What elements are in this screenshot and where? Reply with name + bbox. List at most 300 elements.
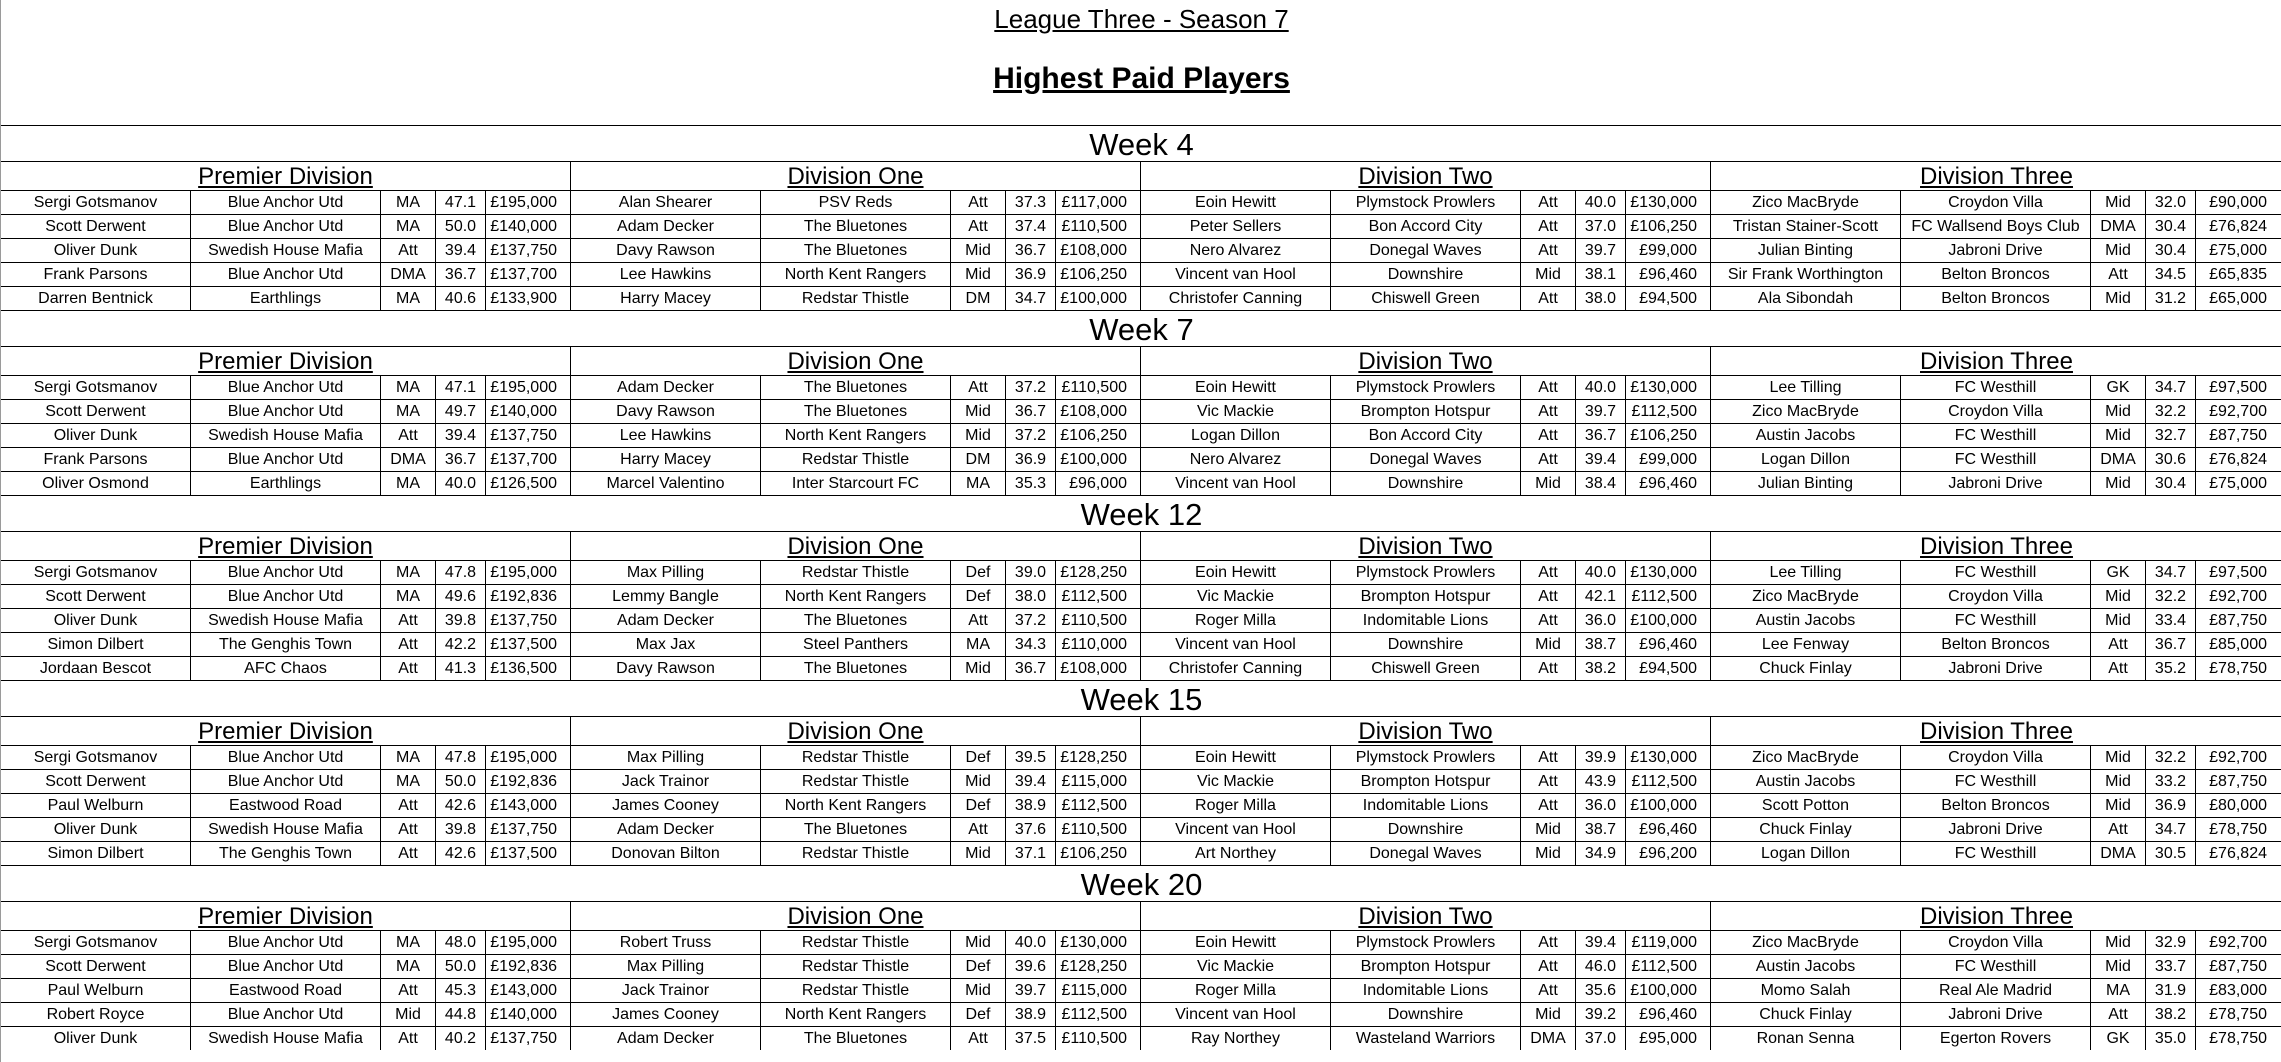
wage-cell[interactable]: £96,460: [1639, 821, 1697, 838]
position-cell[interactable]: Att: [2091, 1003, 2146, 1026]
player-name-cell[interactable]: Zico MacBryde: [1711, 931, 1901, 954]
position-cell[interactable]: Att: [951, 1027, 1006, 1050]
wage-cell[interactable]: £195,000: [490, 379, 557, 396]
rating-cell[interactable]: 37.5: [1006, 1027, 1056, 1050]
rating-cell[interactable]: 37.2: [1006, 609, 1056, 632]
position-cell[interactable]: Mid: [951, 263, 1006, 286]
position-cell[interactable]: MA: [381, 931, 436, 954]
position-cell[interactable]: Mid: [951, 842, 1006, 865]
rating-cell[interactable]: 38.1: [1576, 263, 1626, 286]
player-name-cell[interactable]: Scott Potton: [1711, 794, 1901, 817]
position-cell[interactable]: Att: [951, 191, 1006, 214]
player-name-cell[interactable]: Vincent van Hool: [1141, 472, 1331, 495]
team-cell[interactable]: Redstar Thistle: [761, 842, 951, 865]
rating-cell[interactable]: 37.3: [1006, 191, 1056, 214]
team-cell[interactable]: Real Ale Madrid: [1901, 979, 2091, 1002]
position-cell[interactable]: Att: [1521, 585, 1576, 608]
position-cell[interactable]: Mid: [951, 657, 1006, 680]
rating-cell[interactable]: 36.7: [436, 263, 486, 286]
player-name-cell[interactable]: Donovan Bilton: [571, 842, 761, 865]
rating-cell[interactable]: 36.0: [1576, 794, 1626, 817]
team-cell[interactable]: Croydon Villa: [1901, 931, 2091, 954]
team-cell[interactable]: Brompton Hotspur: [1331, 770, 1521, 793]
player-name-cell[interactable]: Simon Dilbert: [1, 633, 191, 656]
rating-cell[interactable]: 36.7: [1006, 239, 1056, 262]
player-name-cell[interactable]: Lee Fenway: [1711, 633, 1901, 656]
rating-cell[interactable]: 30.4: [2146, 472, 2196, 495]
wage-cell[interactable]: £137,700: [490, 266, 557, 283]
player-name-cell[interactable]: Eoin Hewitt: [1141, 191, 1331, 214]
wage-cell[interactable]: £136,500: [490, 660, 557, 677]
position-cell[interactable]: Att: [1521, 424, 1576, 447]
team-cell[interactable]: FC Westhill: [1901, 448, 2091, 471]
position-cell[interactable]: Att: [951, 215, 1006, 238]
player-name-cell[interactable]: Sergi Gotsmanov: [1, 746, 191, 769]
team-cell[interactable]: Indomitable Lions: [1331, 979, 1521, 1002]
position-cell[interactable]: Att: [381, 633, 436, 656]
player-name-cell[interactable]: Max Pilling: [571, 746, 761, 769]
rating-cell[interactable]: 38.2: [1576, 657, 1626, 680]
player-name-cell[interactable]: Vincent van Hool: [1141, 1003, 1331, 1026]
wage-cell[interactable]: £112,500: [1631, 588, 1697, 605]
rating-cell[interactable]: 36.7: [1576, 424, 1626, 447]
wage-cell[interactable]: £112,500: [1061, 1006, 1127, 1023]
position-cell[interactable]: Def: [951, 746, 1006, 769]
player-name-cell[interactable]: Sergi Gotsmanov: [1, 931, 191, 954]
player-name-cell[interactable]: Ala Sibondah: [1711, 287, 1901, 310]
team-cell[interactable]: Indomitable Lions: [1331, 609, 1521, 632]
player-name-cell[interactable]: Harry Macey: [571, 448, 761, 471]
rating-cell[interactable]: 37.0: [1576, 215, 1626, 238]
wage-cell[interactable]: £78,750: [2209, 1006, 2267, 1023]
position-cell[interactable]: MA: [2091, 979, 2146, 1002]
rating-cell[interactable]: 37.2: [1006, 376, 1056, 399]
team-cell[interactable]: Redstar Thistle: [761, 955, 951, 978]
wage-cell[interactable]: £99,000: [1639, 451, 1697, 468]
position-cell[interactable]: Mid: [2091, 746, 2146, 769]
rating-cell[interactable]: 40.6: [436, 287, 486, 310]
player-name-cell[interactable]: Lee Tilling: [1711, 376, 1901, 399]
player-name-cell[interactable]: Eoin Hewitt: [1141, 376, 1331, 399]
wage-cell[interactable]: £106,250: [1630, 218, 1697, 235]
player-name-cell[interactable]: Scott Derwent: [1, 400, 191, 423]
player-name-cell[interactable]: Tristan Stainer-Scott: [1711, 215, 1901, 238]
wage-cell[interactable]: £137,700: [490, 451, 557, 468]
wage-cell[interactable]: £87,750: [2209, 958, 2267, 975]
position-cell[interactable]: Att: [1521, 400, 1576, 423]
team-cell[interactable]: Donegal Waves: [1331, 842, 1521, 865]
rating-cell[interactable]: 39.6: [1006, 955, 1056, 978]
wage-cell[interactable]: £112,500: [1631, 958, 1697, 975]
team-cell[interactable]: Jabroni Drive: [1901, 239, 2091, 262]
wage-cell[interactable]: £137,750: [490, 821, 557, 838]
player-name-cell[interactable]: Austin Jacobs: [1711, 955, 1901, 978]
player-name-cell[interactable]: Roger Milla: [1141, 979, 1331, 1002]
rating-cell[interactable]: 35.0: [2146, 1027, 2196, 1050]
rating-cell[interactable]: 37.6: [1006, 818, 1056, 841]
rating-cell[interactable]: 39.2: [1576, 1003, 1626, 1026]
player-name-cell[interactable]: Chuck Finlay: [1711, 657, 1901, 680]
player-name-cell[interactable]: Logan Dillon: [1711, 448, 1901, 471]
team-cell[interactable]: Belton Broncos: [1901, 633, 2091, 656]
player-name-cell[interactable]: Lee Tilling: [1711, 561, 1901, 584]
rating-cell[interactable]: 41.3: [436, 657, 486, 680]
rating-cell[interactable]: 36.9: [2146, 794, 2196, 817]
player-name-cell[interactable]: Nero Alvarez: [1141, 239, 1331, 262]
rating-cell[interactable]: 32.2: [2146, 585, 2196, 608]
player-name-cell[interactable]: Ray Northey: [1141, 1027, 1331, 1050]
team-cell[interactable]: Blue Anchor Utd: [191, 448, 381, 471]
rating-cell[interactable]: 33.7: [2146, 955, 2196, 978]
wage-cell[interactable]: £143,000: [490, 982, 557, 999]
team-cell[interactable]: Belton Broncos: [1901, 263, 2091, 286]
position-cell[interactable]: Mid: [1521, 842, 1576, 865]
team-cell[interactable]: Plymstock Prowlers: [1331, 561, 1521, 584]
rating-cell[interactable]: 34.7: [2146, 818, 2196, 841]
team-cell[interactable]: Blue Anchor Utd: [191, 931, 381, 954]
wage-cell[interactable]: £100,000: [1060, 290, 1127, 307]
player-name-cell[interactable]: James Cooney: [571, 794, 761, 817]
player-name-cell[interactable]: Roger Milla: [1141, 794, 1331, 817]
wage-cell[interactable]: £140,000: [490, 403, 557, 420]
wage-cell[interactable]: £130,000: [1630, 194, 1697, 211]
wage-cell[interactable]: £87,750: [2209, 427, 2267, 444]
wage-cell[interactable]: £195,000: [490, 194, 557, 211]
wage-cell[interactable]: £128,250: [1060, 564, 1127, 581]
position-cell[interactable]: Att: [1521, 287, 1576, 310]
rating-cell[interactable]: 36.7: [1006, 400, 1056, 423]
player-name-cell[interactable]: Oliver Dunk: [1, 1027, 191, 1050]
position-cell[interactable]: Att: [1521, 657, 1576, 680]
team-cell[interactable]: Bon Accord City: [1331, 215, 1521, 238]
team-cell[interactable]: The Bluetones: [761, 657, 951, 680]
player-name-cell[interactable]: Adam Decker: [571, 376, 761, 399]
position-cell[interactable]: Def: [951, 794, 1006, 817]
rating-cell[interactable]: 39.5: [1006, 746, 1056, 769]
rating-cell[interactable]: 40.0: [1576, 191, 1626, 214]
position-cell[interactable]: Att: [381, 657, 436, 680]
team-cell[interactable]: Redstar Thistle: [761, 931, 951, 954]
team-cell[interactable]: Jabroni Drive: [1901, 818, 2091, 841]
player-name-cell[interactable]: Julian Binting: [1711, 239, 1901, 262]
rating-cell[interactable]: 39.4: [1576, 448, 1626, 471]
player-name-cell[interactable]: Sergi Gotsmanov: [1, 561, 191, 584]
wage-cell[interactable]: £137,500: [490, 636, 557, 653]
rating-cell[interactable]: 36.7: [2146, 633, 2196, 656]
rating-cell[interactable]: 39.4: [1576, 931, 1626, 954]
player-name-cell[interactable]: Eoin Hewitt: [1141, 561, 1331, 584]
player-name-cell[interactable]: Peter Sellers: [1141, 215, 1331, 238]
wage-cell[interactable]: £133,900: [490, 290, 557, 307]
wage-cell[interactable]: £96,200: [1639, 845, 1697, 862]
rating-cell[interactable]: 37.0: [1576, 1027, 1626, 1050]
position-cell[interactable]: Mid: [2091, 239, 2146, 262]
player-name-cell[interactable]: Lee Hawkins: [571, 424, 761, 447]
team-cell[interactable]: Blue Anchor Utd: [191, 746, 381, 769]
team-cell[interactable]: Redstar Thistle: [761, 770, 951, 793]
team-cell[interactable]: Belton Broncos: [1901, 794, 2091, 817]
team-cell[interactable]: Plymstock Prowlers: [1331, 746, 1521, 769]
rating-cell[interactable]: 39.4: [1006, 770, 1056, 793]
wage-cell[interactable]: £117,000: [1061, 194, 1127, 211]
player-name-cell[interactable]: Harry Macey: [571, 287, 761, 310]
team-cell[interactable]: Croydon Villa: [1901, 746, 2091, 769]
position-cell[interactable]: Mid: [2091, 400, 2146, 423]
position-cell[interactable]: Att: [381, 239, 436, 262]
team-cell[interactable]: Jabroni Drive: [1901, 1003, 2091, 1026]
position-cell[interactable]: Mid: [951, 979, 1006, 1002]
team-cell[interactable]: FC Wallsend Boys Club: [1901, 215, 2091, 238]
player-name-cell[interactable]: Marcel Valentino: [571, 472, 761, 495]
team-cell[interactable]: North Kent Rangers: [761, 794, 951, 817]
wage-cell[interactable]: £195,000: [490, 934, 557, 951]
player-name-cell[interactable]: Vic Mackie: [1141, 770, 1331, 793]
player-name-cell[interactable]: Lee Hawkins: [571, 263, 761, 286]
rating-cell[interactable]: 36.9: [1006, 263, 1056, 286]
wage-cell[interactable]: £76,824: [2209, 845, 2267, 862]
team-cell[interactable]: Swedish House Mafia: [191, 239, 381, 262]
rating-cell[interactable]: 40.0: [1576, 376, 1626, 399]
team-cell[interactable]: Blue Anchor Utd: [191, 376, 381, 399]
team-cell[interactable]: FC Westhill: [1901, 609, 2091, 632]
player-name-cell[interactable]: Julian Binting: [1711, 472, 1901, 495]
wage-cell[interactable]: £137,500: [490, 845, 557, 862]
player-name-cell[interactable]: Paul Welburn: [1, 794, 191, 817]
player-name-cell[interactable]: Davy Rawson: [571, 239, 761, 262]
team-cell[interactable]: Redstar Thistle: [761, 746, 951, 769]
team-cell[interactable]: The Genghis Town: [191, 842, 381, 865]
position-cell[interactable]: GK: [2091, 376, 2146, 399]
position-cell[interactable]: DM: [951, 287, 1006, 310]
rating-cell[interactable]: 45.3: [436, 979, 486, 1002]
rating-cell[interactable]: 40.0: [436, 472, 486, 495]
wage-cell[interactable]: £115,000: [1061, 773, 1127, 790]
rating-cell[interactable]: 43.9: [1576, 770, 1626, 793]
rating-cell[interactable]: 34.9: [1576, 842, 1626, 865]
rating-cell[interactable]: 47.8: [436, 746, 486, 769]
player-name-cell[interactable]: Scott Derwent: [1, 215, 191, 238]
rating-cell[interactable]: 50.0: [436, 215, 486, 238]
team-cell[interactable]: Downshire: [1331, 1003, 1521, 1026]
position-cell[interactable]: MA: [381, 376, 436, 399]
rating-cell[interactable]: 39.7: [1576, 239, 1626, 262]
wage-cell[interactable]: £96,460: [1639, 636, 1697, 653]
wage-cell[interactable]: £106,250: [1060, 266, 1127, 283]
team-cell[interactable]: Indomitable Lions: [1331, 794, 1521, 817]
rating-cell[interactable]: 37.1: [1006, 842, 1056, 865]
position-cell[interactable]: Att: [381, 979, 436, 1002]
player-name-cell[interactable]: Austin Jacobs: [1711, 609, 1901, 632]
team-cell[interactable]: Earthlings: [191, 287, 381, 310]
position-cell[interactable]: Att: [1521, 561, 1576, 584]
rating-cell[interactable]: 35.3: [1006, 472, 1056, 495]
wage-cell[interactable]: £85,000: [2209, 636, 2267, 653]
rating-cell[interactable]: 39.4: [436, 424, 486, 447]
team-cell[interactable]: Chiswell Green: [1331, 657, 1521, 680]
rating-cell[interactable]: 37.4: [1006, 215, 1056, 238]
rating-cell[interactable]: 47.1: [436, 376, 486, 399]
position-cell[interactable]: Att: [2091, 657, 2146, 680]
rating-cell[interactable]: 34.7: [2146, 561, 2196, 584]
position-cell[interactable]: Att: [381, 609, 436, 632]
position-cell[interactable]: MA: [381, 585, 436, 608]
position-cell[interactable]: Att: [2091, 633, 2146, 656]
player-name-cell[interactable]: Max Pilling: [571, 955, 761, 978]
rating-cell[interactable]: 39.8: [436, 609, 486, 632]
position-cell[interactable]: MA: [381, 191, 436, 214]
position-cell[interactable]: DMA: [1521, 1027, 1576, 1050]
wage-cell[interactable]: £137,750: [490, 427, 557, 444]
position-cell[interactable]: DMA: [2091, 215, 2146, 238]
player-name-cell[interactable]: Oliver Osmond: [1, 472, 191, 495]
rating-cell[interactable]: 47.1: [436, 191, 486, 214]
team-cell[interactable]: Swedish House Mafia: [191, 424, 381, 447]
wage-cell[interactable]: £130,000: [1630, 564, 1697, 581]
player-name-cell[interactable]: Vincent van Hool: [1141, 818, 1331, 841]
wage-cell[interactable]: £96,460: [1639, 266, 1697, 283]
wage-cell[interactable]: £143,000: [490, 797, 557, 814]
wage-cell[interactable]: £100,000: [1630, 982, 1697, 999]
position-cell[interactable]: Att: [1521, 215, 1576, 238]
team-cell[interactable]: The Bluetones: [761, 818, 951, 841]
player-name-cell[interactable]: Max Pilling: [571, 561, 761, 584]
team-cell[interactable]: North Kent Rangers: [761, 424, 951, 447]
player-name-cell[interactable]: Max Jax: [571, 633, 761, 656]
team-cell[interactable]: Croydon Villa: [1901, 191, 2091, 214]
position-cell[interactable]: Att: [381, 794, 436, 817]
team-cell[interactable]: Earthlings: [191, 472, 381, 495]
position-cell[interactable]: Mid: [2091, 770, 2146, 793]
position-cell[interactable]: Att: [2091, 818, 2146, 841]
position-cell[interactable]: MA: [951, 472, 1006, 495]
rating-cell[interactable]: 40.0: [1576, 561, 1626, 584]
team-cell[interactable]: Swedish House Mafia: [191, 1027, 381, 1050]
team-cell[interactable]: Blue Anchor Utd: [191, 191, 381, 214]
player-name-cell[interactable]: Paul Welburn: [1, 979, 191, 1002]
team-cell[interactable]: Croydon Villa: [1901, 585, 2091, 608]
team-cell[interactable]: North Kent Rangers: [761, 585, 951, 608]
rating-cell[interactable]: 30.6: [2146, 448, 2196, 471]
player-name-cell[interactable]: Vic Mackie: [1141, 585, 1331, 608]
position-cell[interactable]: Def: [951, 955, 1006, 978]
wage-cell[interactable]: £195,000: [490, 749, 557, 766]
team-cell[interactable]: Brompton Hotspur: [1331, 400, 1521, 423]
team-cell[interactable]: Brompton Hotspur: [1331, 955, 1521, 978]
rating-cell[interactable]: 49.7: [436, 400, 486, 423]
wage-cell[interactable]: £97,500: [2209, 564, 2267, 581]
rating-cell[interactable]: 32.2: [2146, 400, 2196, 423]
rating-cell[interactable]: 42.2: [436, 633, 486, 656]
rating-cell[interactable]: 47.8: [436, 561, 486, 584]
wage-cell[interactable]: £92,700: [2209, 588, 2267, 605]
player-name-cell[interactable]: Eoin Hewitt: [1141, 746, 1331, 769]
rating-cell[interactable]: 32.7: [2146, 424, 2196, 447]
rating-cell[interactable]: 38.0: [1576, 287, 1626, 310]
wage-cell[interactable]: £112,500: [1631, 773, 1697, 790]
wage-cell[interactable]: £110,500: [1061, 218, 1127, 235]
team-cell[interactable]: Belton Broncos: [1901, 287, 2091, 310]
rating-cell[interactable]: 34.3: [1006, 633, 1056, 656]
team-cell[interactable]: The Bluetones: [761, 215, 951, 238]
team-cell[interactable]: Donegal Waves: [1331, 448, 1521, 471]
wage-cell[interactable]: £115,000: [1061, 982, 1127, 999]
wage-cell[interactable]: £110,500: [1061, 612, 1127, 629]
position-cell[interactable]: Mid: [1521, 818, 1576, 841]
player-name-cell[interactable]: Jordaan Bescot: [1, 657, 191, 680]
wage-cell[interactable]: £137,750: [490, 1030, 557, 1047]
rating-cell[interactable]: 33.2: [2146, 770, 2196, 793]
position-cell[interactable]: MA: [381, 400, 436, 423]
wage-cell[interactable]: £112,500: [1061, 588, 1127, 605]
rating-cell[interactable]: 30.5: [2146, 842, 2196, 865]
player-name-cell[interactable]: Zico MacBryde: [1711, 585, 1901, 608]
team-cell[interactable]: Downshire: [1331, 633, 1521, 656]
wage-cell[interactable]: £110,500: [1061, 821, 1127, 838]
team-cell[interactable]: Redstar Thistle: [761, 561, 951, 584]
wage-cell[interactable]: £83,000: [2209, 982, 2267, 999]
player-name-cell[interactable]: Zico MacBryde: [1711, 191, 1901, 214]
rating-cell[interactable]: 35.2: [2146, 657, 2196, 680]
position-cell[interactable]: GK: [2091, 561, 2146, 584]
wage-cell[interactable]: £75,000: [2209, 242, 2267, 259]
player-name-cell[interactable]: Vincent van Hool: [1141, 263, 1331, 286]
rating-cell[interactable]: 40.2: [436, 1027, 486, 1050]
rating-cell[interactable]: 30.4: [2146, 239, 2196, 262]
team-cell[interactable]: North Kent Rangers: [761, 1003, 951, 1026]
rating-cell[interactable]: 39.4: [436, 239, 486, 262]
wage-cell[interactable]: £94,500: [1639, 290, 1697, 307]
wage-cell[interactable]: £96,000: [1069, 475, 1127, 492]
team-cell[interactable]: Eastwood Road: [191, 979, 381, 1002]
player-name-cell[interactable]: Robert Royce: [1, 1003, 191, 1026]
player-name-cell[interactable]: Austin Jacobs: [1711, 770, 1901, 793]
team-cell[interactable]: FC Westhill: [1901, 376, 2091, 399]
player-name-cell[interactable]: Alan Shearer: [571, 191, 761, 214]
wage-cell[interactable]: £87,750: [2209, 773, 2267, 790]
wage-cell[interactable]: £108,000: [1060, 242, 1127, 259]
position-cell[interactable]: Mid: [381, 1003, 436, 1026]
wage-cell[interactable]: £192,836: [490, 958, 557, 975]
rating-cell[interactable]: 39.8: [436, 818, 486, 841]
player-name-cell[interactable]: Oliver Dunk: [1, 424, 191, 447]
wage-cell[interactable]: £108,000: [1060, 403, 1127, 420]
position-cell[interactable]: DMA: [381, 263, 436, 286]
rating-cell[interactable]: 38.2: [2146, 1003, 2196, 1026]
position-cell[interactable]: Att: [1521, 979, 1576, 1002]
player-name-cell[interactable]: Scott Derwent: [1, 955, 191, 978]
rating-cell[interactable]: 39.7: [1006, 979, 1056, 1002]
player-name-cell[interactable]: Jack Trainor: [571, 979, 761, 1002]
position-cell[interactable]: MA: [381, 746, 436, 769]
team-cell[interactable]: Jabroni Drive: [1901, 657, 2091, 680]
wage-cell[interactable]: £87,750: [2209, 612, 2267, 629]
player-name-cell[interactable]: Oliver Dunk: [1, 239, 191, 262]
team-cell[interactable]: Croydon Villa: [1901, 400, 2091, 423]
wage-cell[interactable]: £96,460: [1639, 1006, 1697, 1023]
wage-cell[interactable]: £128,250: [1060, 958, 1127, 975]
player-name-cell[interactable]: Simon Dilbert: [1, 842, 191, 865]
team-cell[interactable]: Blue Anchor Utd: [191, 770, 381, 793]
player-name-cell[interactable]: Christofer Canning: [1141, 657, 1331, 680]
player-name-cell[interactable]: Chuck Finlay: [1711, 818, 1901, 841]
team-cell[interactable]: Chiswell Green: [1331, 287, 1521, 310]
player-name-cell[interactable]: Roger Milla: [1141, 609, 1331, 632]
position-cell[interactable]: DMA: [381, 448, 436, 471]
team-cell[interactable]: Blue Anchor Utd: [191, 1003, 381, 1026]
rating-cell[interactable]: 42.6: [436, 794, 486, 817]
team-cell[interactable]: Blue Anchor Utd: [191, 215, 381, 238]
player-name-cell[interactable]: Chuck Finlay: [1711, 1003, 1901, 1026]
